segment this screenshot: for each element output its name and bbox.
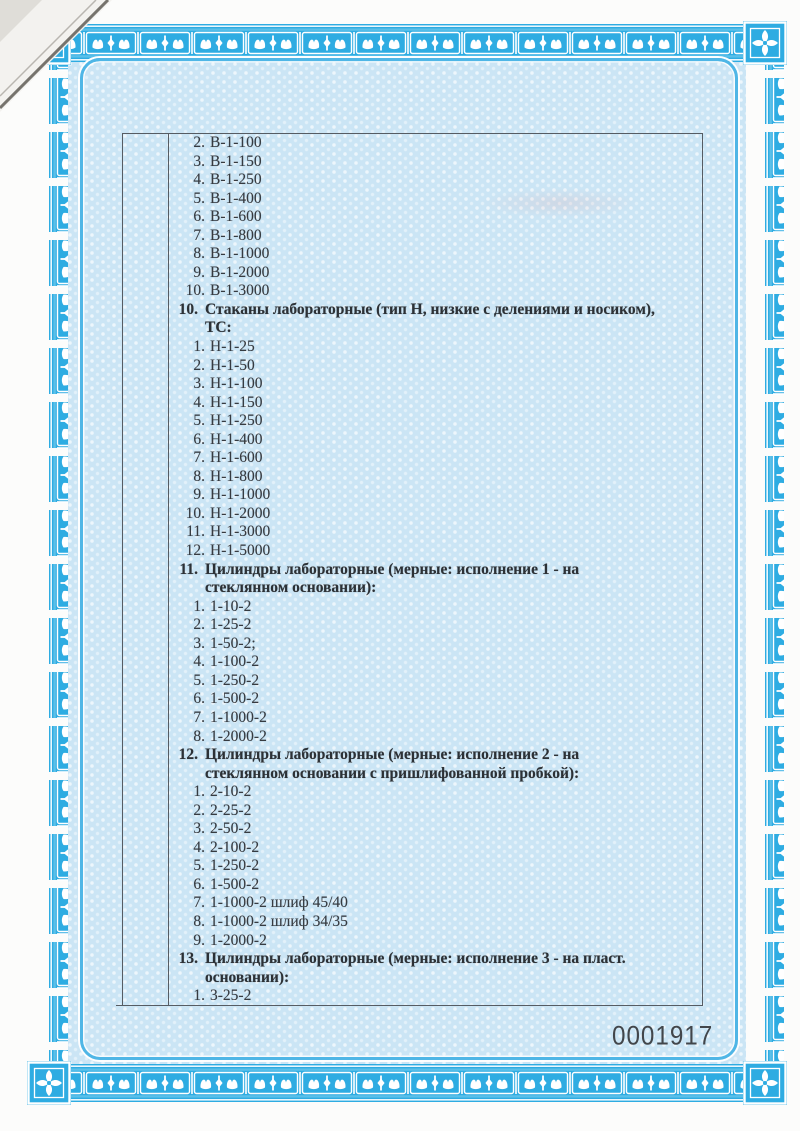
list-item (168, 190, 702, 209)
table-border-line (702, 133, 703, 1006)
item-number: 4. (193, 838, 205, 856)
list-item (168, 653, 702, 672)
list-item (168, 208, 702, 227)
item-label: 1-250-2 (210, 857, 260, 875)
section-number: 13. (178, 950, 198, 968)
item-number: 7. (193, 894, 205, 912)
list-item (168, 264, 702, 283)
item-number: 2. (193, 356, 205, 374)
item-label: Н-1-600 (210, 449, 263, 467)
item-label: В-1-400 (210, 189, 262, 207)
item-number: 8. (193, 245, 205, 263)
list-item (168, 449, 702, 468)
section-title: Цилиндры лабораторные (мерные: исполнение 2 - на (205, 746, 580, 764)
ornamental-border-bottom (30, 1064, 784, 1102)
section-number: 10. (178, 300, 198, 318)
item-number: 10. (185, 504, 205, 522)
item-label: Н-1-3000 (210, 523, 271, 541)
item-number: 3. (193, 634, 205, 652)
list-item (168, 598, 702, 617)
list-item (168, 505, 702, 524)
section-title: Стаканы лабораторные (тип Н, низкие с делениями и носиком), (205, 300, 655, 318)
ornamental-border-left (30, 24, 68, 1102)
list-item (168, 783, 702, 802)
ornamental-border-top (30, 24, 784, 62)
list-item (168, 468, 702, 487)
item-label: Н-1-100 (210, 375, 263, 393)
item-label: Н-1-25 (210, 338, 255, 356)
item-number: 2. (193, 616, 205, 634)
item-number: 8. (193, 727, 205, 745)
item-number: 3. (193, 375, 205, 393)
list-item (168, 690, 702, 709)
border-corner-rosette-icon (743, 21, 787, 65)
item-label: Н-1-5000 (210, 542, 271, 560)
item-number: 11. (186, 523, 205, 541)
list-item (168, 134, 702, 153)
item-label: В-1-3000 (210, 282, 270, 300)
list-item (168, 635, 702, 654)
item-label: Н-1-150 (210, 393, 263, 411)
list-item (168, 245, 702, 264)
item-label: В-1-2000 (210, 263, 270, 281)
folded-corner (0, 0, 132, 132)
item-label: В-1-250 (210, 171, 262, 189)
item-label: В-1-100 (210, 134, 262, 151)
item-number: 3. (193, 820, 205, 838)
item-number: 1. (193, 783, 205, 801)
list-item (168, 338, 702, 357)
item-label: 1-500-2 (210, 875, 260, 893)
item-number: 8. (193, 467, 205, 485)
list-item (168, 802, 702, 821)
item-label: 2-10-2 (210, 783, 252, 801)
list-item (168, 412, 702, 431)
item-number: 6. (193, 875, 205, 893)
section-heading-line (168, 950, 702, 969)
border-corner-rosette-icon (743, 1061, 787, 1105)
list-item (168, 282, 702, 301)
item-label: В-1-800 (210, 226, 262, 244)
item-number: 2. (193, 134, 205, 151)
item-number: 6. (193, 430, 205, 448)
section-number: 12. (178, 746, 198, 764)
item-number: 5. (193, 189, 205, 207)
item-label: 1-500-2 (210, 690, 260, 708)
item-label: Н-1-400 (210, 430, 263, 448)
item-number: 2. (193, 801, 205, 819)
section-heading-line (168, 746, 702, 765)
item-label: В-1-1000 (210, 245, 270, 263)
section-title: стеклянном основании с пришлифованной пробкой): (205, 764, 580, 782)
list-item (168, 876, 702, 895)
list-item (168, 153, 702, 172)
section-heading-line (168, 579, 702, 598)
item-number: 6. (193, 690, 205, 708)
section-heading-line (168, 765, 702, 784)
list-item (168, 394, 702, 413)
item-number: 4. (193, 171, 205, 189)
list-item (168, 375, 702, 394)
item-label: 2-50-2 (210, 820, 252, 838)
item-label: Н-1-800 (210, 467, 263, 485)
list-item (168, 839, 702, 858)
item-number: 7. (193, 226, 205, 244)
item-label: 1-1000-2 шлиф 45/40 (210, 894, 348, 912)
item-number: 1. (193, 597, 205, 615)
list-item (168, 932, 702, 951)
item-number: 5. (193, 857, 205, 875)
list-item (168, 171, 702, 190)
ornamental-border-right (746, 24, 784, 1102)
item-number: 12. (185, 542, 205, 560)
section-title: Цилиндры лабораторные (мерные: исполнение 3 - на пласт. (205, 950, 626, 968)
section-heading-line (168, 561, 702, 580)
list-item (168, 227, 702, 246)
item-number: 5. (193, 671, 205, 689)
item-label: 1-1000-2 шлиф 34/35 (210, 912, 348, 930)
list-item (168, 894, 702, 913)
list-item (168, 820, 702, 839)
item-number: 9. (193, 486, 205, 504)
item-label: 2-100-2 (210, 838, 260, 856)
list-item (168, 357, 702, 376)
section-heading-line (168, 319, 702, 338)
item-number: 7. (193, 708, 205, 726)
item-label: Н-1-250 (210, 412, 263, 430)
item-number: 9. (193, 931, 205, 949)
item-number: 4. (193, 393, 205, 411)
item-label: 1-1000-2 (210, 708, 267, 726)
item-label: 1-25-2 (210, 616, 252, 634)
section-title: основании): (205, 968, 290, 986)
item-number: 4. (193, 653, 205, 671)
item-label: 1-2000-2 (210, 931, 267, 949)
list-item (168, 486, 702, 505)
item-label: Н-1-2000 (210, 504, 271, 522)
list-item (168, 542, 702, 561)
list-item (168, 672, 702, 691)
item-label: В-1-600 (210, 208, 262, 226)
serial-number: 0001917 (612, 1021, 714, 1051)
item-label: 1-100-2 (210, 653, 260, 671)
section-title: Цилиндры лабораторные (мерные: исполнение 1 - на (205, 560, 580, 578)
list-item (168, 728, 702, 747)
item-number: 7. (193, 449, 205, 467)
item-label: В-1-150 (210, 152, 262, 170)
list-item (168, 616, 702, 635)
item-label: Н-1-1000 (210, 486, 271, 504)
item-label: 1-50-2; (210, 634, 256, 652)
list-item (168, 857, 702, 876)
item-number: 9. (193, 263, 205, 281)
border-corner-rosette-icon (27, 1061, 71, 1105)
item-number: 5. (193, 412, 205, 430)
table-border-line (122, 133, 123, 1006)
list-item (168, 987, 702, 1006)
item-label: 1-250-2 (210, 671, 260, 689)
item-number: 10. (185, 282, 205, 300)
list-item (168, 523, 702, 542)
item-number: 8. (193, 912, 205, 930)
list-content (168, 134, 702, 1006)
item-label: 3-25-2 (210, 987, 252, 1005)
item-number: 1. (193, 987, 205, 1005)
list-item (168, 913, 702, 932)
list-item (168, 709, 702, 728)
item-label: 1-10-2 (210, 597, 252, 615)
item-label: Н-1-50 (210, 356, 255, 374)
item-number: 6. (193, 208, 205, 226)
list-item (168, 431, 702, 450)
section-title: ТС: (205, 319, 232, 337)
item-number: 3. (193, 152, 205, 170)
item-number: 1. (193, 338, 205, 356)
section-heading-line (168, 301, 702, 320)
item-label: 1-2000-2 (210, 727, 267, 745)
section-heading-line (168, 969, 702, 988)
section-number: 11. (179, 560, 198, 578)
section-title: стеклянном основании): (205, 579, 377, 597)
item-label: 2-25-2 (210, 801, 252, 819)
